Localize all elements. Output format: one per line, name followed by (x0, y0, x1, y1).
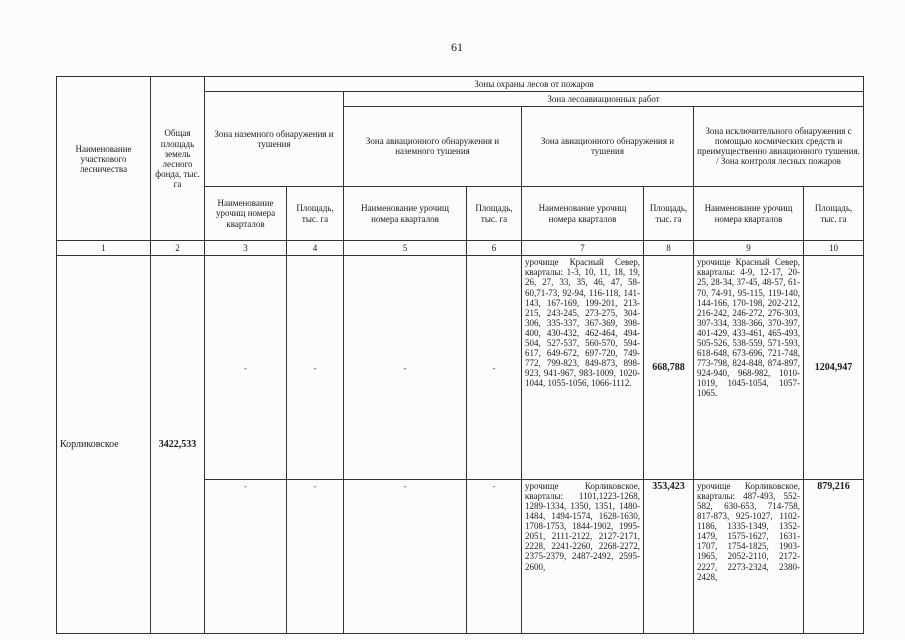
column-number: 3 (205, 241, 287, 256)
subheader-name-7: Наименование урочищ номера кварталов (522, 186, 644, 241)
forestry-total-area: 3422,533 (151, 256, 205, 634)
cell-air-ground-names: - (344, 256, 467, 480)
column-number: 5 (344, 241, 467, 256)
cell-space-quarters: урочище Красный Север, кварталы: 4-9, 12-17, 20-25, 28-34, 37-45, 48-57, 61-70, 74-91, 95-115, 119-140, 144-166, 170-198, 202-212, 216-242, 246-272, 276-303, 307-334, 338-366, 370-397, 401-429, 433-461, 465-493, 505-526, 538-559, 571-593, 618-648, 673-696, 721-748, 773-798, 824-848, 874-897, 924-940, 968-982, 1010-1019, 1045-1054, 1057-1065. (694, 256, 804, 480)
header-zone-air-ground: Зона авиационного обнаружения и наземного тушения (344, 106, 522, 186)
header-zone-space: Зона исключительного обнаружения с помощью космических средств и преимущественно авиационного тушения. / Зона контроля лесных пожаров (694, 106, 864, 186)
cell-air-area: 668,788 (644, 256, 694, 480)
cell-ground-area: - (287, 479, 344, 633)
table-row (57, 256, 864, 480)
header-aviation-works: Зона лесоавиационных работ (344, 91, 864, 106)
subheader-name-3: Наименование урочищ номера кварталов (205, 186, 287, 241)
column-number: 1 (57, 241, 151, 256)
subheader-area-8: Площадь, тыс. га (644, 186, 694, 241)
subheader-area-6: Площадь, тыс. га (467, 186, 522, 241)
subheader-area-4: Площадь, тыс. га (287, 186, 344, 241)
subheader-name-9: Наименование урочищ номера кварталов (694, 186, 804, 241)
forestry-name: Корликовское (57, 256, 151, 634)
header-protection-zones: Зоны охраны лесов от пожаров (205, 77, 864, 92)
column-number: 2 (151, 241, 205, 256)
header-forestry-name: Наименование участкового лесничества (57, 77, 151, 241)
subheader-area-10: Площадь, тыс. га (804, 186, 864, 241)
column-number: 8 (644, 241, 694, 256)
cell-air-area: 353,423 (644, 479, 694, 633)
column-number: 6 (467, 241, 522, 256)
cell-air-ground-area: - (467, 256, 522, 480)
cell-space-area: 1204,947 (804, 256, 864, 480)
cell-air-quarters: урочище Корликовское, кварталы: 1101,1223-1268, 1289-1334, 1350, 1351, 1480-1484, 1494-1574, 1628-1630, 1708-1753, 1844-1902, 1995-2051, 2111-2122, 2127-2171, 2228, 2241-2260, 2268-2272, 2375-2379, 2487-2492, 2595-2600, (522, 479, 644, 633)
cell-ground-names: - (205, 479, 287, 633)
header-total-area: Общая площадь земель лесного фонда, тыс. га (151, 77, 205, 241)
column-number: 7 (522, 241, 644, 256)
cell-air-ground-area: - (467, 479, 522, 633)
column-number: 4 (287, 241, 344, 256)
cell-space-area: 879,216 (804, 479, 864, 633)
cell-ground-area: - (287, 256, 344, 480)
cell-ground-names: - (205, 256, 287, 480)
header-zone-air: Зона авиационного обнаружения и тушения (522, 106, 694, 186)
column-number: 9 (694, 241, 804, 256)
column-number: 10 (804, 241, 864, 256)
header-zone-ground: Зона наземного обнаружения и тушения (205, 91, 344, 186)
cell-air-quarters: урочище Красный Север, кварталы: 1-3, 10, 11, 18, 19, 26, 27, 33, 35, 46, 47, 58-60,71-73, 92-94, 116-118, 141-143, 167-169, 199-201, 213-215, 243-245, 273-275, 304-306, 335-337, 367-369, 398-400, 430-432, 462-464, 494-504, 527-537, 560-570, 594-617, 649-672, 697-720, 749-772, 799-823, 849-873, 898-923, 941-967, 983-1009, 1020-1044, 1055-1056, 1066-1112. (522, 256, 644, 480)
cell-space-quarters: урочище Корликовское, кварталы: 487-493, 552-582, 630-653, 714-758, 817-873, 925-1027, 1102-1186, 1335-1349, 1352-1479, 1575-1627, 1631-1707, 1754-1825, 1903-1965, 2052-2110, 2172-2227, 2273-2324, 2380-2428, (694, 479, 804, 633)
cell-air-ground-names: - (344, 479, 467, 633)
fire-protection-zones-table (56, 76, 864, 634)
subheader-name-5: Наименование урочищ номера кварталов (344, 186, 467, 241)
page-number: 61 (451, 40, 463, 54)
